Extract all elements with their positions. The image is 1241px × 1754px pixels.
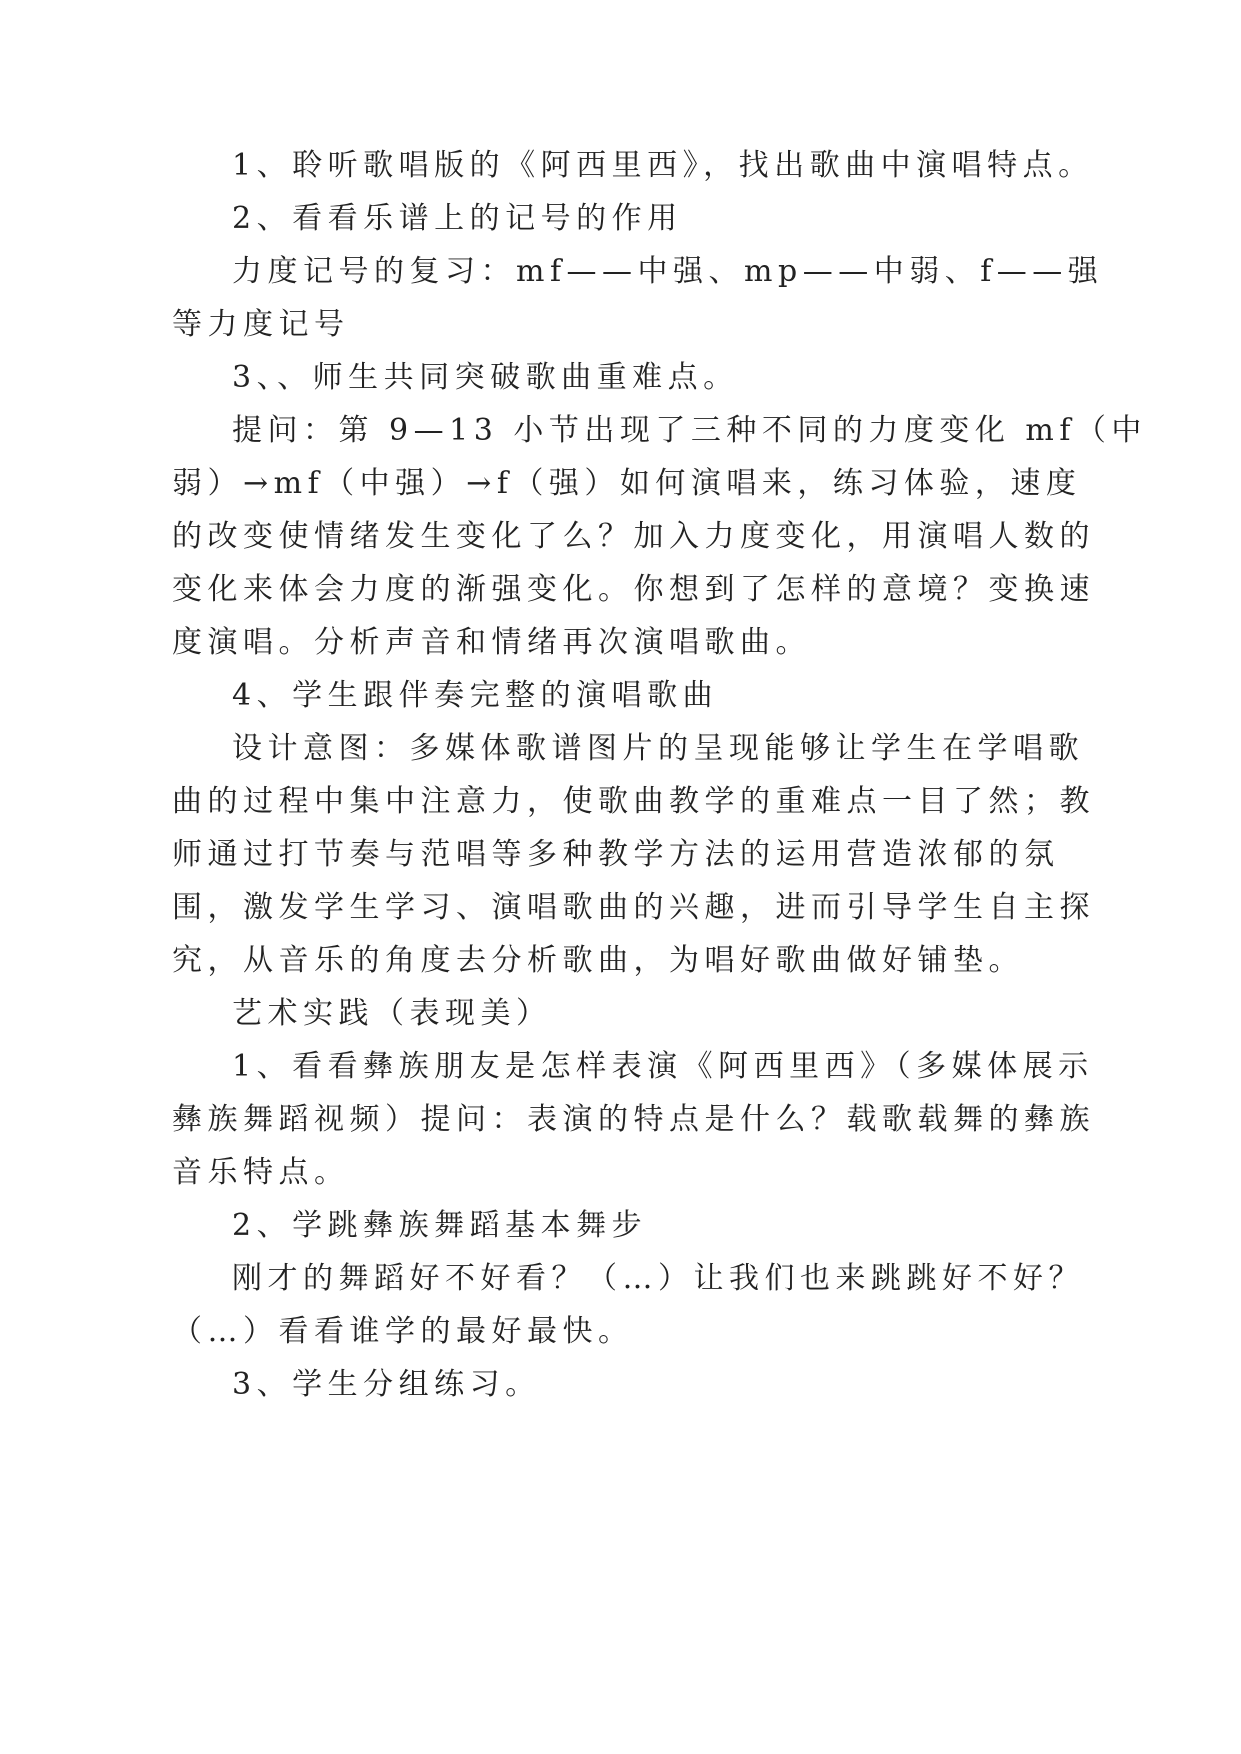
text-line: 围，激发学生学习、演唱歌曲的兴趣，进而引导学生自主探 bbox=[172, 890, 1095, 925]
text-line: 1、聆听歌唱版的《阿西里西》，找出歌曲中演唱特点。 bbox=[232, 148, 1094, 183]
text-line: 1、看看彝族朋友是怎样表演《阿西里西》（多媒体展示 bbox=[232, 1049, 1094, 1084]
text-line: 刚才的舞蹈好不好看？（…）让我们也来跳跳好不好？ bbox=[232, 1261, 1084, 1296]
text-line: 提问：第 9—13 小节出现了三种不同的力度变化 mf（中 bbox=[232, 413, 1147, 448]
text-line: 2、看看乐谱上的记号的作用 bbox=[232, 201, 683, 236]
text-line: 弱）→mf（中强）→f（强）如何演唱来，练习体验，速度 bbox=[172, 466, 1082, 501]
text-line: （…）看看谁学的最好最快。 bbox=[172, 1314, 634, 1349]
text-line: 音乐特点。 bbox=[172, 1155, 350, 1190]
text-line: 力度记号的复习：mf——中强、mp——中弱、f——强 bbox=[232, 254, 1104, 289]
text-line: 师通过打节奏与范唱等多种教学方法的运用营造浓郁的氛 bbox=[172, 837, 1060, 872]
text-line: 3、学生分组练习。 bbox=[232, 1367, 541, 1402]
text-line: 艺术实践（表现美） bbox=[232, 996, 552, 1031]
text-line: 等力度记号 bbox=[172, 307, 350, 342]
text-line: 3、、师生共同突破歌曲重难点。 bbox=[232, 360, 739, 395]
text-line: 曲的过程中集中注意力，使歌曲教学的重难点一目了然；教 bbox=[172, 784, 1095, 819]
text-line: 究，从音乐的角度去分析歌曲，为唱好歌曲做好铺垫。 bbox=[172, 943, 1024, 978]
text-line: 的改变使情绪发生变化了么？加入力度变化，用演唱人数的 bbox=[172, 519, 1095, 554]
text-line: 2、学跳彝族舞蹈基本舞步 bbox=[232, 1208, 648, 1243]
text-line: 变化来体会力度的渐强变化。你想到了怎样的意境？变换速 bbox=[172, 572, 1095, 607]
text-line: 度演唱。分析声音和情绪再次演唱歌曲。 bbox=[172, 625, 811, 660]
text-line: 4、学生跟伴奏完整的演唱歌曲 bbox=[232, 678, 719, 713]
text-line: 设计意图：多媒体歌谱图片的呈现能够让学生在学唱歌 bbox=[232, 731, 1084, 766]
text-line: 彝族舞蹈视频）提问：表演的特点是什么？载歌载舞的彝族 bbox=[172, 1102, 1095, 1137]
